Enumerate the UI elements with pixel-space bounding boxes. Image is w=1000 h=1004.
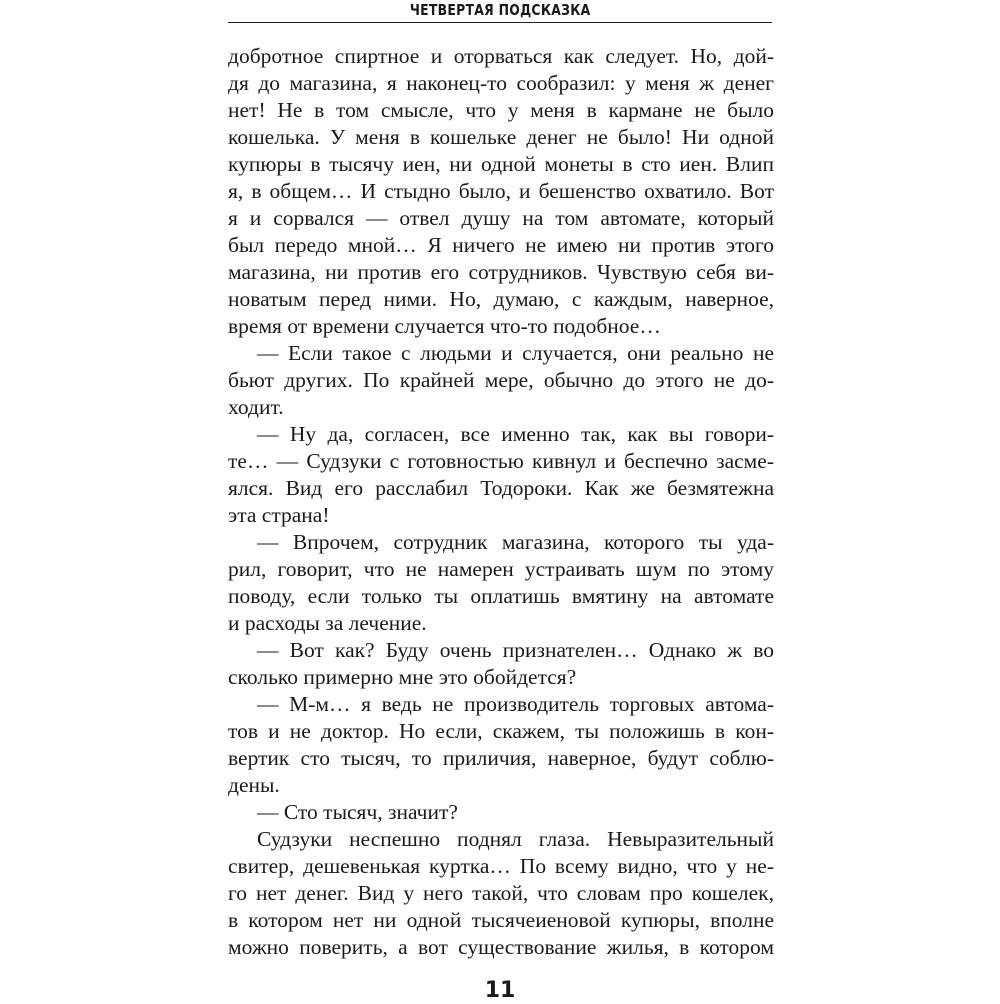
text-line: купюры в тысячу иен, ни одной монеты в сто иен. Влип: [228, 152, 774, 176]
text-line: — Впрочем, сотрудник магазина, которого ты уда-: [257, 530, 774, 554]
text-line: го нет денег. Вид у него такой, что словам про кошелек,: [228, 881, 774, 905]
body-text: [228, 43, 774, 961]
text-line: дя до магазина, я наконец-то сообразил: у меня ж денег: [228, 71, 774, 95]
text-line: добротное спиртное и оторваться как следует. Но, дой-: [228, 44, 774, 68]
text-line: кошелька. У меня в кошельке денег не было! Ни одной: [228, 125, 774, 149]
text-line: поводу, если только ты оплатишь вмятину на автомате: [228, 584, 774, 608]
text-line: бьют других. По крайней мере, обычно до этого не до-: [228, 368, 774, 392]
chapter-title: ЧЕТВЕРТАЯ ПОДСКАЗКА: [409, 1, 591, 19]
text-line: — Ну да, согласен, все именно так, как вы говори-: [257, 422, 774, 446]
text-line: свитер, дешевенькая куртка… По всему видно, что у не-: [228, 854, 774, 878]
text-line: ялся. Вид его расслабил Тодороки. Как же безмятежна: [228, 476, 774, 500]
text-line: в котором нет ни одной тысячеиеновой купюры, вполне: [228, 908, 774, 932]
text-line: ходит.: [228, 395, 284, 419]
text-line: тов и не доктор. Но если, скажем, ты положишь в кон-: [228, 719, 774, 743]
text-line: эта страна!: [228, 503, 330, 527]
text-line: магазина, ни против его сотрудников. Чувствую себя ви-: [228, 260, 774, 284]
text-line: новатым перед ними. Но, думаю, с каждым, наверное,: [228, 287, 774, 311]
text-line: вертик сто тысяч, то приличия, наверное, будут соблю-: [228, 746, 774, 770]
text-line: — М-м… я ведь не производитель торговых автома-: [257, 692, 774, 716]
text-line: и расходы за лечение.: [228, 611, 427, 635]
text-line: — Сто тысяч, значит?: [257, 800, 458, 824]
text-line: можно поверить, а вот существование жилья, в котором: [228, 935, 774, 959]
text-line: я и сорвался — отвел душу на том автомате, который: [228, 206, 774, 230]
text-line: — Если такое с людьми и случается, они реально не: [257, 341, 774, 365]
text-line: рил, говорит, что не намерен устраивать шум по этому: [228, 557, 774, 581]
text-line: те… — Судзуки с готовностью кивнул и беспечно засме-: [228, 449, 774, 473]
text-line: нет! Не в том смысле, что у меня в кармане не было: [228, 98, 774, 122]
text-line: — Вот как? Буду очень признателен… Однако ж во: [257, 638, 774, 662]
text-line: сколько примерно мне это обойдется?: [228, 665, 577, 689]
page-number: 11: [484, 978, 516, 1003]
text-line: дены.: [228, 773, 280, 797]
running-header: [228, 0, 772, 23]
text-line: Судзуки неспешно поднял глаза. Невыразительный: [257, 827, 774, 851]
text-line: я, в общем… И стыдно было, и бешенство охватило. Вот: [228, 179, 774, 203]
text-line: был передо мной… Я ничего не имею ни против этого: [228, 233, 774, 257]
text-line: время от времени случается что-то подобное…: [228, 314, 661, 338]
